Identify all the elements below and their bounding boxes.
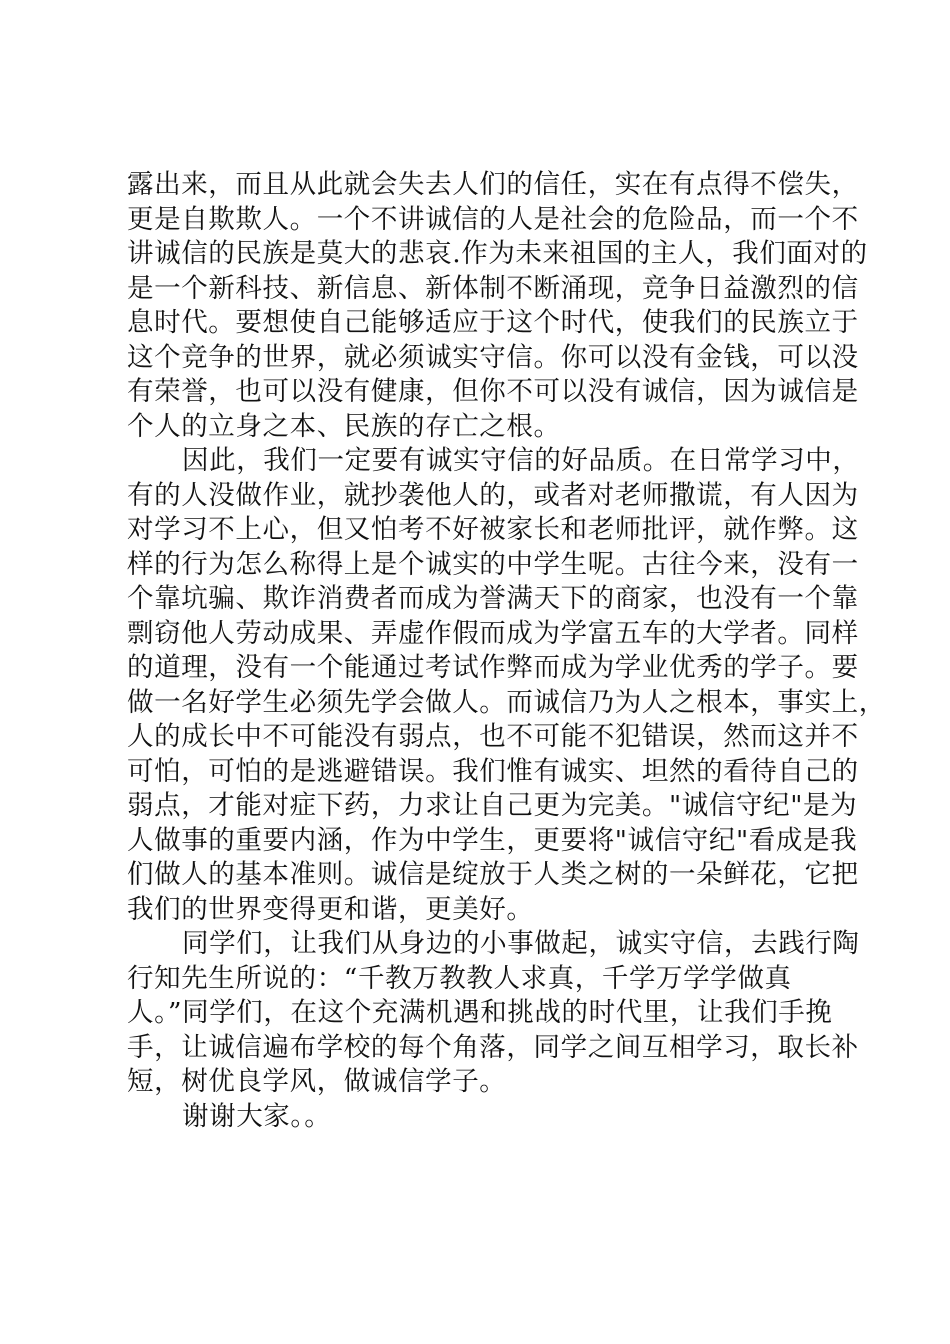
text-line: 做一名好学生必须先学会做人。而诚信乃为人之根本，事实上， xyxy=(127,686,886,718)
text-line: 对学习不上心，但又怕考不好被家长和老师批评，就作弊。这 xyxy=(127,514,859,545)
text-line: 有的人没做作业，就抄袭他人的，或者对老师撒谎，有人因为 xyxy=(127,479,859,511)
text-line: 可怕，可怕的是逃避错误。我们惟有诚实、坦然的看待自己的 xyxy=(127,755,859,787)
text-line: 样的行为怎么称得上是个诚实的中学生呢。古往今来，没有一 xyxy=(127,548,859,580)
closing-paragraph xyxy=(127,1100,841,1135)
text-line: 人。”同学们，在这个充满机遇和挑战的时代里，让我们手挽 xyxy=(127,997,833,1028)
text-line: 短，树优良学风，做诚信学子。 xyxy=(127,1066,507,1097)
text-line: 我们的世界变得更和谐，更美好。 xyxy=(127,893,534,925)
text-line: 讲诚信的民族是莫大的悲哀.作为未来祖国的主人，我们面对的 xyxy=(127,238,868,269)
text-line: 有荣誉，也可以没有健康，但你不可以没有诚信，因为诚信是 xyxy=(127,376,859,407)
paragraph-1 xyxy=(127,168,868,444)
text-line: 剽窃他人劳动成果、弄虚作假而成为学富五车的大学者。同样 xyxy=(127,617,859,649)
text-line: 个人的立身之本、民族的存亡之根。 xyxy=(127,410,561,442)
text-line: 同学们，让我们从身边的小事做起，诚实守信，去践行陶 xyxy=(182,928,860,959)
text-line: 人的成长中不可能没有弱点，也不可能不犯错误，然而这并不 xyxy=(127,721,859,752)
text-line: 这个竞争的世界，就必须诚实守信。你可以没有金钱，可以没 xyxy=(127,341,859,373)
text-line: 人做事的重要内涵，作为中学生，更要将"诚信守纪"看成是我 xyxy=(127,824,858,856)
text-line: 的道理，没有一个能通过考试作弊而成为学业优秀的学子。要 xyxy=(127,652,859,683)
text-line: 手，让诚信遍布学校的每个角落，同学之间互相学习，取长补 xyxy=(127,1031,859,1063)
paragraph-3 xyxy=(127,927,860,1100)
text-line: 行知先生所说的：“千教万教教人求真，千学万学学做真 xyxy=(127,962,792,994)
text-line: 更是自欺欺人。一个不讲诚信的人是社会的危险品，而一个不 xyxy=(127,203,859,235)
text-line: 个靠坑骗、欺诈消费者而成为誉满天下的商家，也没有一个靠 xyxy=(127,583,859,614)
text-line: 弱点，才能对症下药，力求让自己更为完美。"诚信守纪"是为 xyxy=(127,790,858,821)
closing-line: 谢谢大家。。 xyxy=(182,1100,332,1132)
text-line: 露出来，而且从此就会失去人们的信任，实在有点得不偿失， xyxy=(127,169,859,200)
text-line: 们做人的基本准则。诚信是绽放于人类之树的一朵鲜花，它把 xyxy=(127,859,859,890)
text-line: 因此，我们一定要有诚实守信的好品质。在日常学习中， xyxy=(182,445,860,476)
text-line: 是一个新科技、新信息、新体制不断涌现，竞争日益激烈的信 xyxy=(127,272,859,304)
text-line: 息时代。要想使自己能够适应于这个时代，使我们的民族立于 xyxy=(127,307,859,338)
document-body xyxy=(127,168,886,1134)
paragraph-2 xyxy=(127,444,886,927)
